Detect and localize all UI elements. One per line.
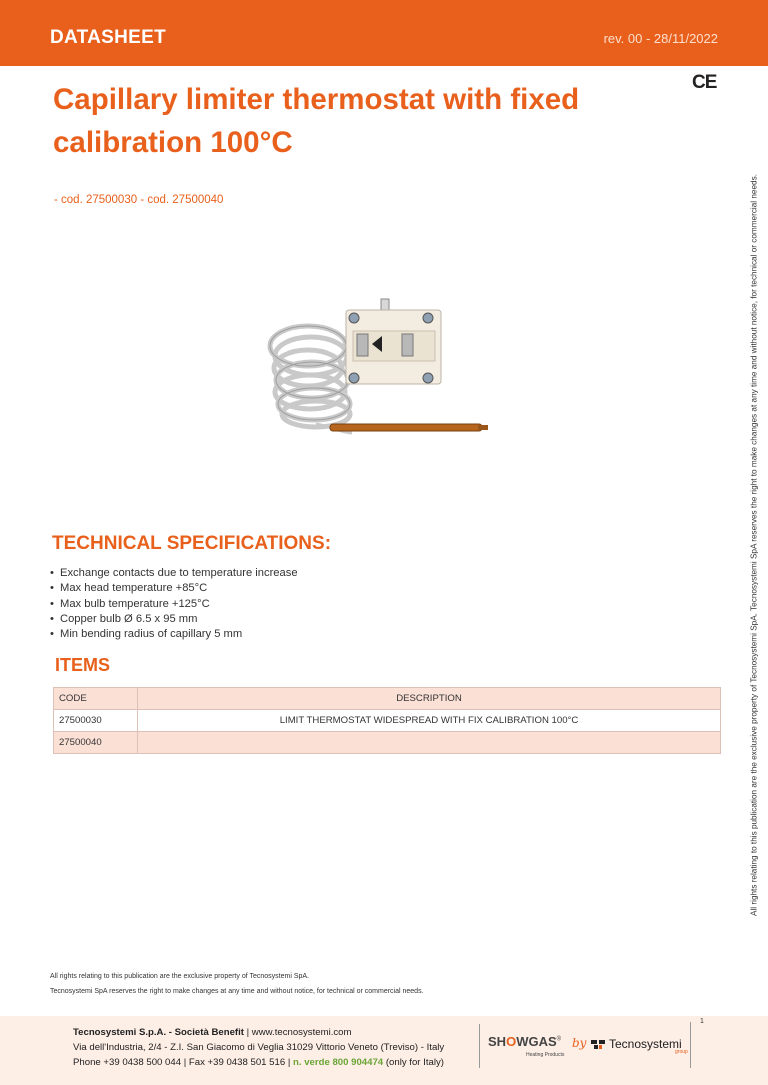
items-heading: ITEMS xyxy=(55,655,111,675)
table-row xyxy=(54,732,721,754)
company-address: Via dell'Industria, 2/4 - Z.I. San Giacomo di Veglia 31029 Vittorio Veneto (Treviso) - Italy xyxy=(73,1042,445,1053)
ce-mark-icon: CE xyxy=(692,72,717,93)
code-column-header: CODE xyxy=(54,688,138,710)
legal-notice-line-1: All rights relating to this publication are the exclusive property of Tecnosystemi SpA. xyxy=(50,973,309,980)
spec-item: • Exchange contacts due to temperature increase xyxy=(50,566,298,581)
by-label: by xyxy=(572,1036,587,1050)
items-table xyxy=(53,687,721,754)
table-row xyxy=(54,710,721,732)
page-number: 1 xyxy=(700,1018,704,1025)
header-bar xyxy=(0,0,768,66)
showgas-logo-text-2: WGAS xyxy=(516,1034,557,1049)
toll-free-note: (only for Italy) xyxy=(385,1057,444,1068)
company-contact-block xyxy=(73,1025,444,1070)
item-description-cell xyxy=(138,732,721,754)
tecnosystemi-logo-icon xyxy=(591,1040,605,1049)
contact-line: Phone +39 0438 500 044 | Fax +39 0438 501 516 | n. verde 800 904474 (only for Italy) xyxy=(73,1057,444,1068)
product-title: Capillary limiter thermostat with fixed calibration 100°C xyxy=(53,83,580,159)
tecnosystemi-logo xyxy=(591,1037,688,1055)
side-legal-notice: All rights relating to this publication are the exclusive property of Tecnosystemi SpA. Tecnosystemi SpA reserves the right to make changes at any time and without notice, for technical or commercial needs. xyxy=(749,174,759,916)
item-code-cell: 27500040 xyxy=(54,732,138,754)
spec-item: • Min bending radius of capillary 5 mm xyxy=(50,627,298,642)
legal-notice-line-2: Tecnosystemi SpA reserves the right to make changes at any time and without notice, for technical or commercial needs. xyxy=(50,988,424,995)
thermostat-product-image xyxy=(256,296,496,446)
fax-number: Fax +39 0438 501 516 xyxy=(188,1057,286,1068)
company-website-link[interactable]: www.tecnosystemi.com xyxy=(251,1027,352,1038)
specifications-list xyxy=(50,566,298,642)
spec-item: • Max head temperature +85°C xyxy=(50,581,298,596)
company-line: Tecnosystemi S.p.A. - Società Benefit | www.tecnosystemi.com xyxy=(73,1027,352,1038)
technical-specifications-heading: TECHNICAL SPECIFICATIONS: xyxy=(52,533,332,554)
showgas-logo xyxy=(488,1034,565,1058)
footer-divider xyxy=(690,1022,691,1068)
table-header-row xyxy=(54,688,721,710)
item-code-cell: 27500030 xyxy=(54,710,138,732)
product-codes: - cod. 27500030 - cod. 27500040 xyxy=(54,194,224,206)
document-type-label: DATASHEET xyxy=(50,27,166,48)
toll-free-number: n. verde 800 904474 xyxy=(293,1057,384,1068)
spec-item: • Max bulb temperature +125°C xyxy=(50,597,298,612)
showgas-logo-flame-letter: O xyxy=(506,1034,517,1049)
phone-number: Phone +39 0438 500 044 xyxy=(73,1057,182,1068)
showgas-logo-subtitle: Heating Products xyxy=(526,1052,565,1058)
showgas-logo-text-1: SH xyxy=(488,1034,507,1049)
description-column-header: DESCRIPTION xyxy=(138,688,721,710)
company-name: Tecnosystemi S.p.A. - Società Benefit xyxy=(73,1027,244,1038)
trademark-mark: ® xyxy=(556,1036,562,1043)
revision-label: rev. 00 - 28/11/2022 xyxy=(603,31,718,46)
tecnosystemi-logo-group: group xyxy=(675,1049,688,1055)
tecnosystemi-logo-text: Tecnosystemi xyxy=(609,1037,682,1051)
spec-item: • Copper bulb Ø 6.5 x 95 mm xyxy=(50,612,298,627)
item-description-cell: LIMIT THERMOSTAT WIDESPREAD WITH FIX CALIBRATION 100°C xyxy=(138,710,721,732)
footer-divider xyxy=(479,1024,480,1068)
